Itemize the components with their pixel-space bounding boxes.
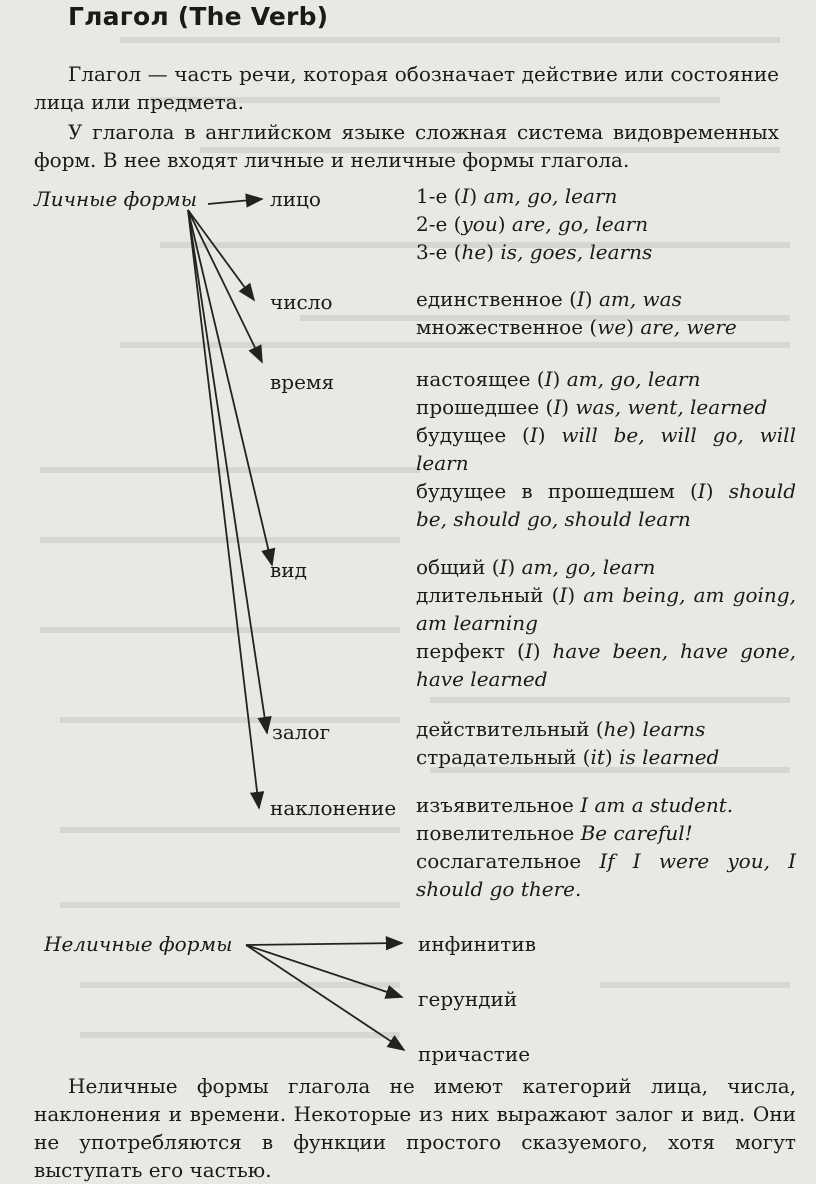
- closing-paragraph: Неличные формы глагола не имеют категорий лица, числа, наклонения и времени. Некоторые из них выражают залог и вид. Они не употребляются в функции простого сказуемого, хотя могут выступать его частью.: [34, 1074, 796, 1182]
- nonfinite-participle: причастие: [418, 1042, 531, 1066]
- mood-imperative-line: повелительное Be careful!: [416, 821, 693, 845]
- person-first-line: 1-е (I) am, go, learn: [416, 184, 618, 208]
- tense-present-line: настоящее (I) am, go, learn: [416, 367, 701, 391]
- arrow-to-infinitive: [246, 943, 402, 945]
- tense-future-line: будущее (I) will be, will go, will learn: [416, 423, 796, 475]
- tense-future-in-past-line: будущее в прошедшем (I) should be, should go, should learn: [416, 479, 796, 531]
- mood-indicative-line: изъявительное I am a student.: [416, 793, 734, 817]
- person-third-line: 3-е (he) is, goes, learns: [416, 240, 653, 264]
- aspect-common-line: общий (I) am, go, learn: [416, 555, 656, 579]
- person-second-line: 2-е (you) are, go, learn: [416, 212, 649, 236]
- arrow-to-aspect: [188, 210, 272, 565]
- arrow-to-voice: [188, 210, 267, 733]
- aspect-perfect-line: перфект (I) have been, have gone, have learned: [416, 639, 796, 691]
- page-title: Глагол (The Verb): [68, 2, 329, 31]
- category-aspect: вид: [270, 558, 307, 582]
- nonfinite-forms-label: Неличные формы: [44, 932, 233, 956]
- arrow-to-gerund: [246, 945, 402, 997]
- arrow-to-mood: [188, 210, 259, 808]
- intro-paragraph-forms: У глагола в английском языке сложная система видовременных форм. В нее входят личные и неличные формы глагола.: [34, 120, 779, 172]
- voice-passive-line: страдательный (it) is learned: [416, 745, 720, 769]
- voice-active-line: действительный (he) learns: [416, 717, 706, 741]
- category-number: число: [270, 290, 333, 314]
- category-mood: наклонение: [270, 796, 397, 820]
- nonfinite-gerund: герундий: [418, 987, 518, 1011]
- intro-paragraph-definition: Глагол — часть речи, которая обозначает действие или состояние лица или предмета.: [34, 62, 779, 114]
- aspect-continuous-line: длительный (I) am being, am going, am learning: [416, 583, 796, 635]
- number-singular-line: единственное (I) am, was: [416, 287, 682, 311]
- category-voice: залог: [272, 720, 331, 744]
- tense-past-line: прошедшее (I) was, went, learned: [416, 395, 768, 419]
- personal-forms-label: Личные формы: [34, 187, 198, 211]
- category-person: лицо: [270, 187, 321, 211]
- nonfinite-infinitive: инфинитив: [418, 932, 536, 956]
- category-tense: время: [270, 370, 335, 394]
- arrow-to-participle: [246, 945, 404, 1050]
- mood-subjunctive-line: сослагательное If I were you, I should go there.: [416, 849, 796, 901]
- number-plural-line: множественное (we) are, were: [416, 315, 737, 339]
- arrow-to-person: [208, 199, 262, 204]
